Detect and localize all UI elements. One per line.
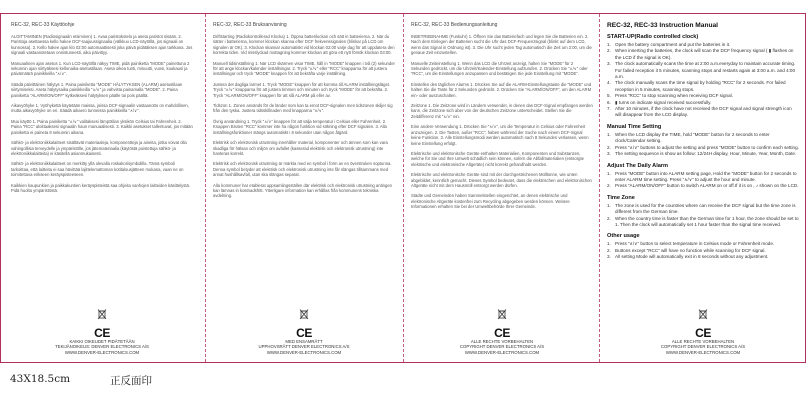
- paragraph: Sähkö- ja elektroniikkalaitteet sisältävät materiaaleja, komponentteja ja aineita, jotka voivat olla vahingollisia terveydelle ja ympäristölle, jos jätemateriaalia (käytöstä poistettuja sähkö- ja elektroniikkalaitteita) ei käsitellä asianmukaisesti.: [11, 140, 187, 156]
- footer-line: KAIKKI OIKEUDET PIDÄTETÄÄN: [69, 338, 135, 344]
- list-item: 7. After 10 minutes, if the clock have not received the DCF signal and signal strength icon will disappear from the LCD display.: [607, 106, 792, 118]
- paragraph: Elektrisk och elektronisk utrustning är märkta med en symbol i form av en överstruken soptunna. Denna symbol betyder att elektrisk och elektronisk utrustning inte får slängas tillsammans med annat hushållsavfall, utan ska slängas separat.: [213, 161, 392, 178]
- panel-title: REC-32, REC-33 Käyttöohje: [11, 22, 75, 28]
- fold-line: [403, 14, 404, 362]
- list-item: 2. Press “ALARM/ON/OFF” button to switch ALARM on or off.If it is on , ♪ shown on the LCD.: [607, 183, 799, 189]
- list-item: 1. When the LCD display the TIME, hold “MODE” button for 2 seconds to enter clock/Calendar setting.: [607, 131, 770, 144]
- panel-finnish: [9, 22, 195, 358]
- paragraph: Manuaalinen ajan asetus 1. Kun LCD-näytöllä näkyy TIME, pidä painiketta “MODE” painettuna 2 sekunnin ajan siirtyäksesi kellonaika-asetustilaan. Aseta oikea tunti, minuutti, vuosi, kuukausi ja päivämäärä painikkeilla “∧/∨”.: [11, 60, 190, 77]
- panel-swedish: [211, 22, 397, 358]
- paragraph: INBETRIEBNAHME (Funkuhr) 1. Öffnen Sie das Batteriefach und legen Sie die Batterien ein. 2. Nach dem Einlegen der Batterien sucht die Uhr das DCF-Frequenzsignal (blinkt auf dem LCD, wenn das Signal in Ordnung ist). 3. Die Uhr sucht jeden Tag automatisch die Zeit um 2:00, um die genaue Zeit einzustellen.: [411, 34, 592, 56]
- panel-footer: [211, 307, 397, 355]
- print-size-caption: 43X18.5cm: [10, 373, 71, 385]
- ce-mark: CE: [94, 325, 110, 340]
- crossed-bin-icon: [97, 307, 107, 325]
- crossed-bin-icon: [497, 307, 507, 325]
- crossed-bin-icon: [299, 307, 309, 325]
- list-item: 1. Press “∧/∨” button to select temperature in Celsius mode or Fahrenheit mode.: [607, 241, 775, 247]
- list-item: 1. Open the battery compartment and put the batteries in it.: [607, 42, 731, 47]
- paragraph: Kaikkien kaupunkien ja paikkakuntien keräyspisteistä saa ohjeita vanhojen laitteiden käsittelystä. Pidä huolta ympäristöstä.: [11, 182, 191, 193]
- footer-line: WWW.DENVER-ELECTRONICS.COM: [266, 349, 342, 355]
- footer-line: ALLE RECHTE VORBEHALTEN: [470, 338, 534, 344]
- print-side-caption: 正反面印: [110, 375, 152, 387]
- list-item: 3. All setting Mode will automatically exit in 8 seconds without any adjustment.: [607, 254, 769, 260]
- paragraph: Säädä päivittäinen hälytys 1. Paina painiketta “MODE” HÄLYTYKSEN (ALARM) asetustilaan siirtymiseksi. Aseta hälytysaika painikkeilla “∧/∨” ja vahvista painamalla “MODE”. 2. Paina painiketta “ALARM/ON/OFF” kytkeäksesi hälytyksen päälle tai pois päältä.: [11, 81, 183, 98]
- list-item: 5. Press “RCC” to stop scanning when receiving DCF signal.: [607, 93, 733, 99]
- list-item: 1. The zone is used for the countries where can receive the DCF signal but the time zone is different from the German time.: [607, 202, 796, 215]
- paragraph: Elektrische und elektronische Geräte sind mit der durchgestrichenen Mülltonne, wie unten abgebildet, kenntlich gemacht. Dieses Symbol bedeutet, dass die elektrischen und elektronischen Altgeräte nicht mit dem Hausmüll entsorgt werden dürfen.: [411, 172, 592, 188]
- section-heading: Adjust The Daily Alarm: [607, 162, 669, 169]
- footer-line: ALLE RECHTE VORBEHALTEN: [671, 338, 735, 344]
- footer-line: MED ENSAMRÄTT: [285, 338, 323, 344]
- section-heading: Time Zone: [607, 194, 635, 201]
- section-heading: Manual Time Setting: [607, 123, 662, 130]
- list-item: 3. The setting sequence is show as follow: 12/24H display, Hour, Minute, Year, Month, Date.: [607, 151, 797, 157]
- footer-line: COPYRIGHT DENVER ELECTRONICS A/S: [660, 344, 746, 350]
- paragraph: Övrig användning 1. Tryck “∧/∨” knappen för att välja temperatur i Celsius eller Fahrenheit. 2. Knappen Bruten “RCC” kommer inte ha någon funktion vid sökning efter DCF signalen. 3. Alla inställningsfunktioner stängs automatiskt i 8 sekunder utan någon åtgärd.: [213, 118, 387, 135]
- footer-line: TEKIJÄNOIKEUS: DENVER ELECTRONICS A/S: [55, 344, 149, 350]
- panel-english: [605, 22, 801, 358]
- paragraph: Elektrisk och elektronisk utrustning innehåller material, komponenter och ämnen som kan vara skadliga för hälsan och miljön om avfallet (kasserad elektrisk och elektronisk utrustning) inte hanteras korrekt.: [213, 140, 388, 156]
- paragraph: ALOITTAMINEN (Radiosignaalin etsiminen) 1. Avaa paristokotelo ja aseta paristot sisään. 2. Paristoja asettaessa kello hakee DCF-taajuussignaalia (välkkuu LCD-näytöllä, jos signaali on kunnossa). 3. Kello hakee ajan klo 02:00 automaattisesti joka päivä pidätäksen ajan tarkkana. Jos signaali vastaanotetaan onnistuneesti, aika päivittyy.: [11, 34, 193, 56]
- paragraph: Elektrische und elektronische Geräte enthalten Materialien, Komponenten und Substanzen, welche für Sie und Ihre Umwelt schädlich sein können, sofern die Abfallmaterialien (entsorgte elektrische und elektronische Altgeräte) nicht korrekt gehandhabt werden.: [411, 150, 584, 167]
- list-item: 6. ▮ turns on indicate signal received successfully.: [607, 99, 712, 105]
- panel-footer: [9, 307, 195, 355]
- footer-line: WWW.DENVER-ELECTRONICS.COM: [665, 349, 741, 355]
- list-item: 2. Buttons except “RCC” will have no function while scanning for DCF signal.: [607, 247, 766, 253]
- footer-line: COPYRIGHT DENVER ELECTRONICS A/S: [459, 344, 545, 350]
- footer-line: WWW.DENVER-ELECTRONICS.COM: [464, 349, 540, 355]
- list-item: 2. When the country time is faster than the German time for 1 hour, the zone should be set to 1. Then the clock will automatically set 1 hour faster than the signal time received.: [607, 215, 799, 227]
- paragraph: Manuell tidsinställning 1. När LCD skärmen visar TIME, håll in “MODE” knappen i två (2) sekunder för att ange klockan/kalender inställningar. 2. Tryck “∧/∨” eller “RCC” knapparna för att justera inställningar och tryck “MODE” knappen för att bekräfta varje inställning.: [213, 60, 395, 77]
- ce-mark: CE: [296, 325, 312, 340]
- paragraph: Manuelle Zeiteinstellung 1. Wenn das LCD die Uhrzeit anzeigt, halten Sie “MODE” für 2 Sekunden gedrückt, um die Uhrzeit/Kalender-Einstellung aufzurufen. 2. Drücken Sie “∧/∨” oder “RCC”, um die Einstellungen anzupassen und bestätigen Sie jede Einstellung mit “MODE”.: [411, 60, 588, 77]
- list-item: 2. When inserting the batteries, the clock will scan the DCF frequency signal ( ▮ flashes on the LCD if the signal is OK).: [607, 48, 794, 60]
- footer-line: WWW.DENVER-ELECTRONICS.COM: [64, 349, 140, 355]
- paragraph: Zeitzone 1. Die Zeitzone wird in Ländern verwendet, in denen das DCF-Signal empfangen werden kann, die Zeitzone sich aber von der deutschen Zeitzone unterscheidet. Stellen Sie die Zeitdifferenz mit “∧/∨” ein.: [411, 103, 593, 119]
- paragraph: Justera det dagliga larmet 1. Tryck “MODE” knappen för att komma till ALARM inställningsläget. Tryck “∧/∨” knapparna för att justera timmen och minuten och tryck “MODE” för att bekräfta. 2. Tryck “ALARM/ON/OFF” knappen för att slå ALARM på eller av.: [213, 81, 391, 98]
- ce-mark: CE: [494, 325, 510, 340]
- fold-line: [599, 14, 600, 362]
- paragraph: Aikavyöhyke 1. Vyöhykettä käytetään maissa, joissa DCF-signaalin vastaanotto on mahdollinen, mutta aikavyöhyke on eri. Säädä aikaero tunneissa painikkeilla “∧/∨”.: [11, 103, 189, 114]
- ce-mark: CE: [695, 325, 711, 340]
- panel-title: REC-32, REC-33 Instruction Manual: [607, 22, 719, 29]
- panel-footer: [409, 307, 595, 355]
- paragraph: Alla kommuner har etablerat uppsamlingsställen där elektrisk och elektronisk utrustning antingen kan lämnas in kostnadsfritt. Ytterligare information kan erhållas från kommunens tekniska avdelning.: [213, 182, 392, 199]
- section-heading: START-UP(Radio controlled clock): [607, 34, 699, 40]
- paragraph: Städte und Gemeinden haben Sammelstellen eingerichtet, an denen elektrische und elektronische Altgeräte kostenfrei zum Recycling abgegeben werden können. Weitere Informationen erhalten Sie bei der Umweltbehörde Ihrer Gemeinde.: [411, 193, 570, 210]
- manual-sheet: [0, 13, 806, 363]
- paragraph: Muu käyttö 1. Paina painiketta “∧/∨” valitaksesi lämpötilan yksikön Celsius tai Fahrenheit. 2. Paina “RCC” aloittaaksesi signaalin haun manuaalisesti. 3. Kaikki asetukset tallentuvat, jos mitään painiketta ei paineta 8 sekunnin aikana.: [11, 118, 193, 135]
- list-item: 3. The clock automatically scans the time at 2:00 a.m.everyday to maintain accurate timing. For failed reception it 5 minutes, scanning stops and restarts again at 3:00 a.m. and 4:00 a.m.: [607, 61, 796, 80]
- paragraph: Driftstarting (Radiokontrollerad Klocka) 1. Öppna batteriluckan och sätt in batterierna. 2. När du sätter i batterierna, kommer klockan skanna efter DCF frekvenssignalen (blinkar på LCD om signalen är OK). 3. Klockan skannar automatiskt vid klockan 02:00 varje dag för att uppdatera den korrekta tiden. Vid misslyckad mottagning kommer klockan att göra ett nytt försök klockan 03:00.: [213, 34, 395, 56]
- paragraph: Tidszon 1. Zonen används för de länder som kan ta emot DCF-signalen men tidszonen skiljer sig från den tyska. Justera tidsskillnaden med knapparna “∧/∨”.: [213, 103, 393, 114]
- footer-line: UPPHOVSRÄTT DENVER ELECTRONICS A/S: [258, 344, 350, 350]
- panel-title: REC-32, REC-33 Bruksanvisning: [213, 22, 287, 28]
- list-item: 4. The clock manually scans the time signal by holding “RCC” for 2 seconds. For failed reception in 5 minutes, scanning stops.: [607, 80, 786, 92]
- paragraph: Einstellen des täglichen Alarms 1. Drücken Sie auf die ALARM-Einstellungstaste die “MODE” und halten Sie die Taste für 2 Sekunden gedrückt. 2. Drücken Sie “ALARM/ON/OFF”, um den ALARM ein- oder auszuschalten.: [411, 81, 592, 98]
- section-heading: Other usage: [607, 233, 640, 240]
- list-item: 2. Press “∧/∨” buttons to adjust the setting and press “MODE” button to confirm each setting.: [607, 144, 799, 150]
- paragraph: Sähkö- ja elektroniikkalaitteet on merkitty yllä olevalla roskakorisymbolilla. Tämä symboli tarkoittaa, että laitteita ei saa hävittää lajittelemattoman kotitalousjätteen mukana, vaan ne on toimitettava erikseen keräyspisteeseen.: [11, 161, 184, 178]
- panel-footer: [605, 307, 801, 355]
- list-item: 1. Press “MODE” button into ALARM setting page, Hold the “MODE” button for 2 seconds to enter ALARM time setting. Press “∧/∨” to adjust the hour and minute.: [607, 170, 797, 182]
- panel-german: [409, 22, 595, 358]
- crossed-bin-icon: [698, 307, 708, 325]
- panel-title: REC-32, REC-33 Bedienungsanleitung: [411, 22, 498, 28]
- fold-line: [205, 14, 206, 362]
- paragraph: Eine andere Verwendung 1. Drücken Sie “∧/∨”, um die Temperatur in Celsius oder Fahrenheit anzuzeigen. 2. Die Tasten, außer “RCC”, haben während der Suche nach einem DCF-Signal keine Funktion. 3. Alle Einstellungsmodi werden automatisch nach 8 Sekunden verlassen, wenn keine Einstellung erfolgt.: [411, 124, 589, 146]
